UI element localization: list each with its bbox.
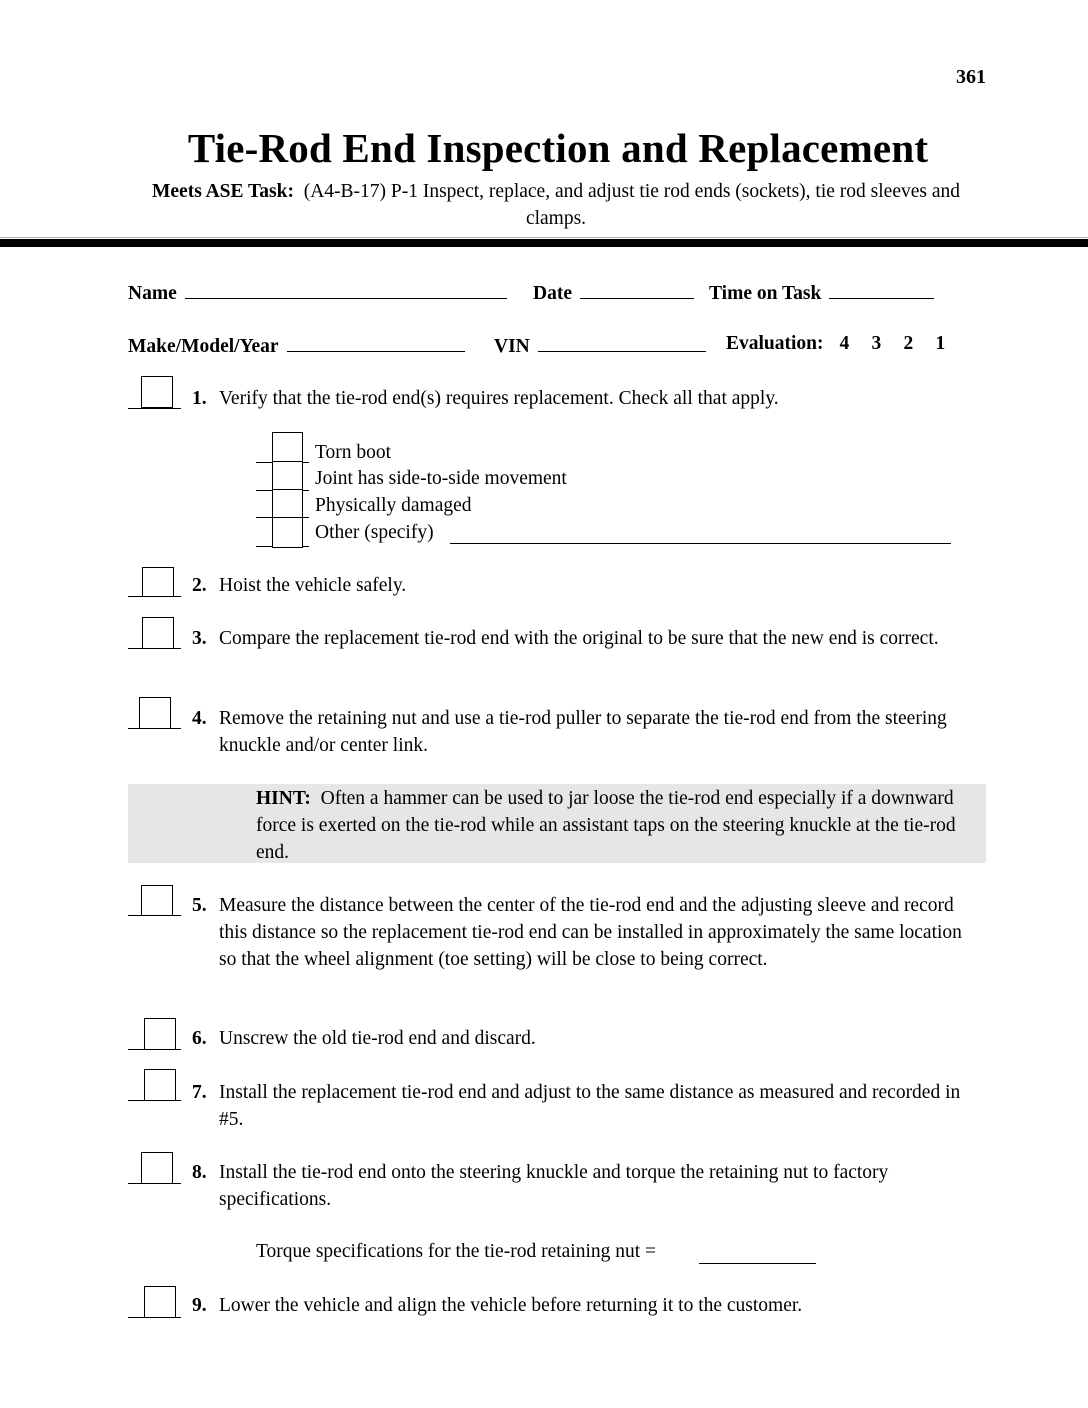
step-6 [192,1025,972,1052]
step-2 [192,572,972,599]
step-number: 1. [192,388,207,409]
make-field-group [128,333,465,358]
step-1-checkbox[interactable] [141,376,173,408]
ase-task-text: (A4-B-17) P-1 Inspect, replace, and adjust tie rod ends (sockets), tie rod sleeves and clamps. [303,181,960,229]
name-input[interactable] [185,280,507,299]
hint-text [256,785,956,866]
name-label: Name [128,283,177,304]
step-8 [192,1159,972,1213]
vin-field-group [494,333,706,358]
step-4 [192,705,972,759]
time-field-group [709,280,934,305]
step-7 [192,1079,972,1133]
evaluation-label: Evaluation: [726,333,824,354]
step-number: 4. [192,708,207,729]
ase-task-label: Meets ASE Task: [152,181,294,202]
torque-spec-label: Torque specifications for the tie-rod retaining nut = [256,1241,657,1262]
option-torn-boot-label: Torn boot [315,442,392,463]
date-label: Date [533,283,572,304]
step-7-checkbox[interactable] [144,1069,176,1101]
date-input[interactable] [580,280,694,299]
step-text: Compare the replacement tie-rod end with the original to be sure that the new end is correct. [219,628,939,649]
header-rule-shadow [0,237,1088,238]
step-9-checkbox[interactable] [144,1286,176,1318]
step-3-checkbox[interactable] [142,617,174,649]
evaluation-group [726,333,956,355]
evaluation-option-4[interactable]: 4 [839,333,850,354]
step-text: Lower the vehicle and align the vehicle before returning it to the customer. [219,1295,803,1316]
step-number: 8. [192,1162,207,1183]
step-text: Measure the distance between the center of the tie-rod end and the adjusting sleeve and record this distance so the replacement tie-rod end can be installed in approximately the same location so that the wheel alignment (toe setting) will be close to being correct. [219,895,962,970]
step-2-checkbox[interactable] [142,567,174,597]
make-model-year-label: Make/Model/Year [128,336,279,357]
option-torn-boot-checkbox[interactable] [272,432,303,463]
make-model-year-input[interactable] [287,333,465,352]
date-field-group [533,280,694,305]
evaluation-option-1[interactable]: 1 [935,333,946,354]
other-specify-input[interactable] [450,543,951,544]
step-4-checkbox[interactable] [139,697,171,729]
evaluation-option-2[interactable]: 2 [903,333,914,354]
page-title: Tie-Rod End Inspection and Replacement [187,125,929,171]
option-side-movement-label: Joint has side-to-side movement [315,468,567,489]
option-physically-damaged-label: Physically damaged [315,495,472,516]
time-on-task-label: Time on Task [709,283,822,304]
vin-input[interactable] [538,333,706,352]
step-1 [192,385,972,412]
option-other-label: Other (specify) [315,522,434,543]
page-number: 361 [956,66,986,88]
option-physically-damaged-checkbox[interactable] [272,489,303,519]
torque-spec-input[interactable] [699,1263,816,1264]
ase-task-description [120,178,992,232]
name-field-group [128,280,507,305]
step-number: 2. [192,575,207,596]
step-number: 9. [192,1295,207,1316]
option-side-movement-checkbox[interactable] [272,461,303,491]
step-text: Hoist the vehicle safely. [219,575,407,596]
evaluation-option-3[interactable]: 3 [871,333,882,354]
vin-label: VIN [494,336,530,357]
step-number: 7. [192,1082,207,1103]
step-6-checkbox[interactable] [144,1018,176,1050]
header-divider [0,239,1088,247]
hint-body: Often a hammer can be used to jar loose the tie-rod end especially if a downward force is exerted on the tie-rod while an assistant taps on the steering knuckle at the tie-rod end. [256,788,956,863]
step-number: 5. [192,895,207,916]
step-text: Unscrew the old tie-rod end and discard. [219,1028,536,1049]
step-5 [192,892,972,973]
step-text: Install the tie-rod end onto the steering knuckle and torque the retaining nut to factory specifications. [219,1162,889,1210]
time-on-task-input[interactable] [829,280,934,299]
step-8-checkbox[interactable] [141,1152,173,1184]
step-number: 3. [192,628,207,649]
step-text: Install the replacement tie-rod end and adjust to the same distance as measured and recorded in #5. [219,1082,961,1130]
step-text: Remove the retaining nut and use a tie-rod puller to separate the tie-rod end from the steering knuckle and/or center link. [219,708,947,756]
step-text: Verify that the tie-rod end(s) requires replacement. Check all that apply. [219,388,779,409]
step-number: 6. [192,1028,207,1049]
step-9 [192,1292,972,1319]
step-5-checkbox[interactable] [141,885,173,916]
option-other-checkbox[interactable] [272,517,303,548]
hint-label: HINT: [256,788,311,809]
step-3 [192,625,972,652]
step-1-check-underline [128,408,181,409]
